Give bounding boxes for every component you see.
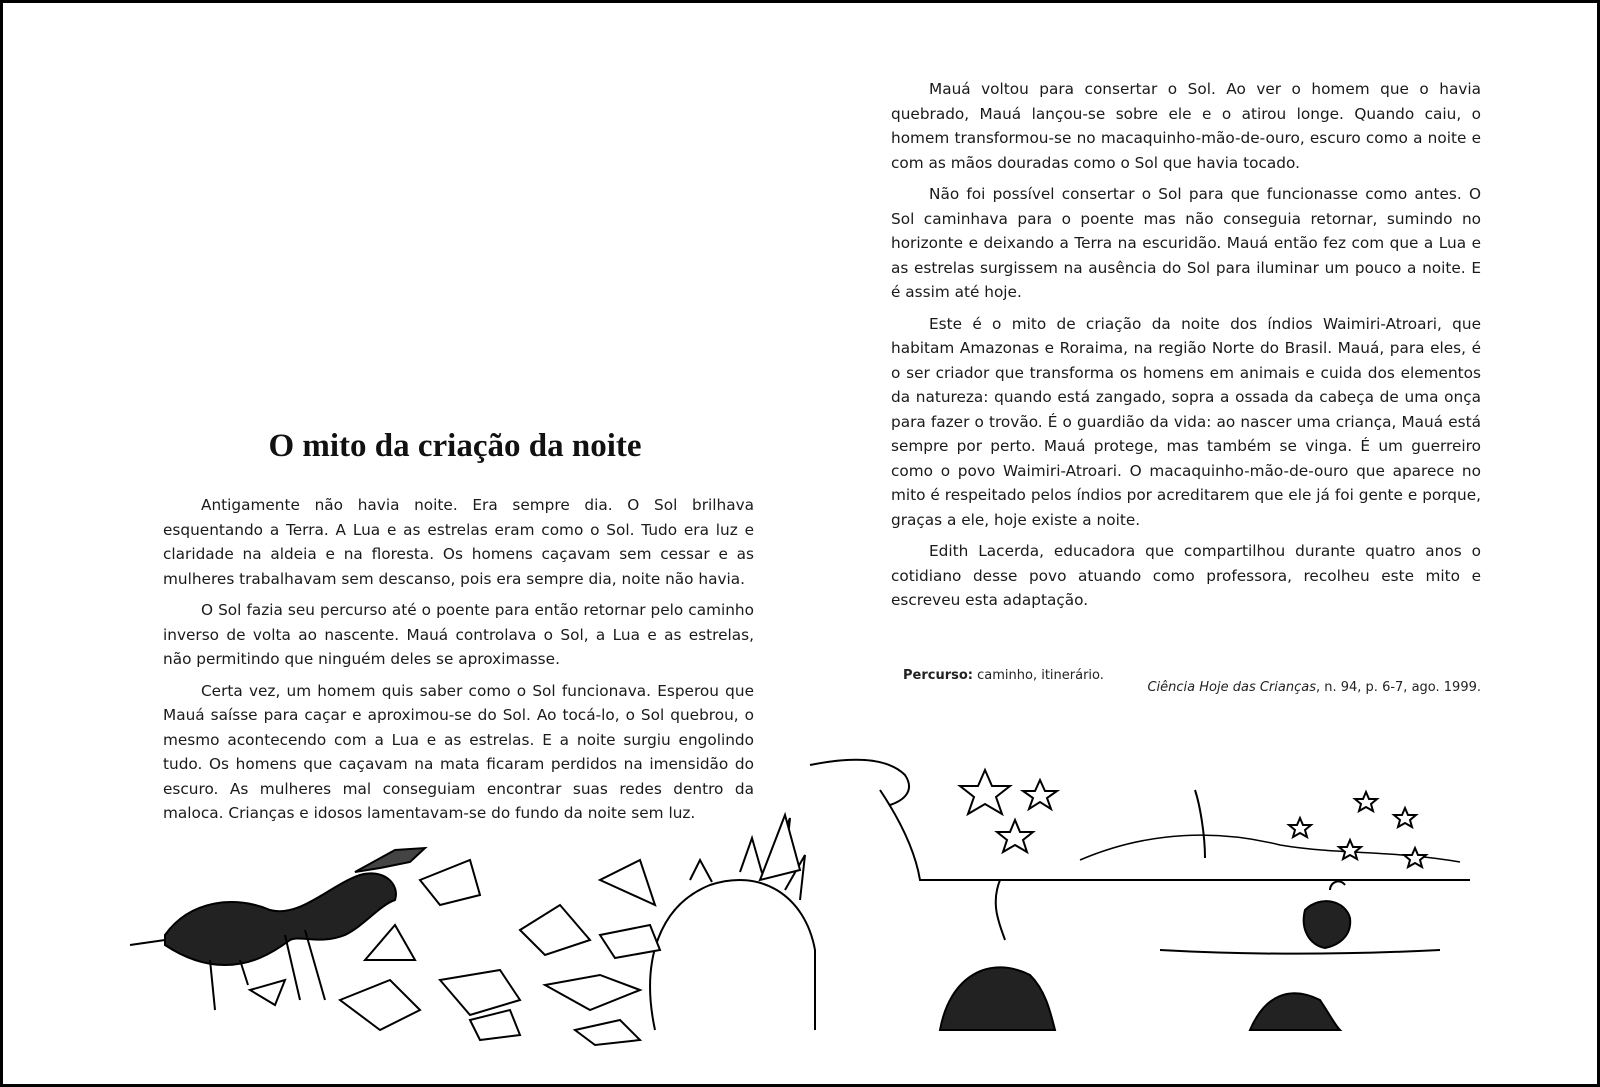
paragraph: Edith Lacerda, educadora que compartilhou durante quatro anos o cotidiano desse povo atuando como professora, recolheu este mito e escreveu esta adaptação.: [891, 542, 1481, 609]
star-icon: [1355, 792, 1377, 811]
paragraph: Não foi possível consertar o Sol para que funcionasse como antes. O Sol caminhava para o poente mas não conseguia retornar, sumindo no horizonte e deixando a Terra na escuridão. Mauá então fez com que a Lua e as estrelas surgissem na ausência do Sol para iluminar um pouco a noite. E é assim até hoje.: [891, 185, 1481, 301]
paragraph: Certa vez, um homem quis saber como o Sol funcionava. Esperou que Mauá saísse para caçar e aproximou-se do Sol. Ao tocá-lo, o Sol quebrou, o mesmo acontecendo com a Lua e as estrelas. E a noite surgiu engolindo tudo. Os homens que caçavam na mata ficaram perdidos na imensidão do escuro. As mulheres mal conseguiam encontrar suas redes dentro da maloca. Crianças e idosos lamentavam-se do fundo da noite sem luz.: [163, 681, 754, 822]
star-icon: [1289, 818, 1311, 837]
star-icons: [960, 770, 1426, 867]
star-icon: [997, 820, 1033, 852]
star-icon: [1404, 848, 1426, 867]
paragraph: O Sol fazia seu percurso até o poente para então retornar pelo caminho inverso de volta ao nascente. Mauá controlava o Sol, a Lua e as estrelas, não permitindo que ninguém deles se aproximasse.: [163, 601, 754, 668]
glossary-term: Percurso:: [903, 668, 973, 683]
paragraph: Este é o mito de criação da noite dos índios Waimiri-Atroari, que habitam Amazonas e Roraima, na região Norte do Brasil. Mauá, para eles, é o ser criador que transforma os homens em animais e cuida dos elementos da natureza: quando está zangado, sopra a ossada da cabeça de uma onça para fazer o trovão. É o guardião da vida: ao nascer uma criança, Mauá está sempre por perto. Mauá protege, mas também se vinga. É um guerreiro como o povo Waimiri-Atroari. O macaquinho-mão-de-ouro que aparece no mito é respeitado pelos índios por acreditarem que ele já foi gente e porque, graças a ele, hoje existe a noite.: [891, 314, 1481, 529]
source-details: , n. 94, p. 6-7, ago. 1999.: [1315, 680, 1481, 695]
paragraph: Mauá voltou para consertar o Sol. Ao ver o homem que o havia quebrado, Mauá lançou-se sobre ele e o atirou longe. Quando caiu, o homem transformou-se no macaquinho-mão-de-ouro, escuro como a noite e com as mãos douradas como o Sol que havia tocado.: [891, 80, 1481, 172]
story-title: O mito da criação da noite: [268, 428, 642, 464]
star-icon: [1023, 780, 1057, 809]
star-icon: [1339, 840, 1361, 859]
glossary-definition: caminho, itinerário.: [973, 668, 1104, 683]
paragraph: Antigamente não havia noite. Era sempre dia. O Sol brilhava esquentando a Terra. A Lua e as estrelas eram como o Sol. Tudo era luz e claridade na aldeia e na floresta. Os homens caçavam sem cessar e as mulheres trabalhavam sem descanso, pois era sempre dia, noite não havia.: [163, 496, 754, 588]
star-icon: [1394, 808, 1416, 827]
source-publication: Ciência Hoje das Crianças: [1147, 680, 1316, 695]
star-icon: [960, 770, 1010, 814]
